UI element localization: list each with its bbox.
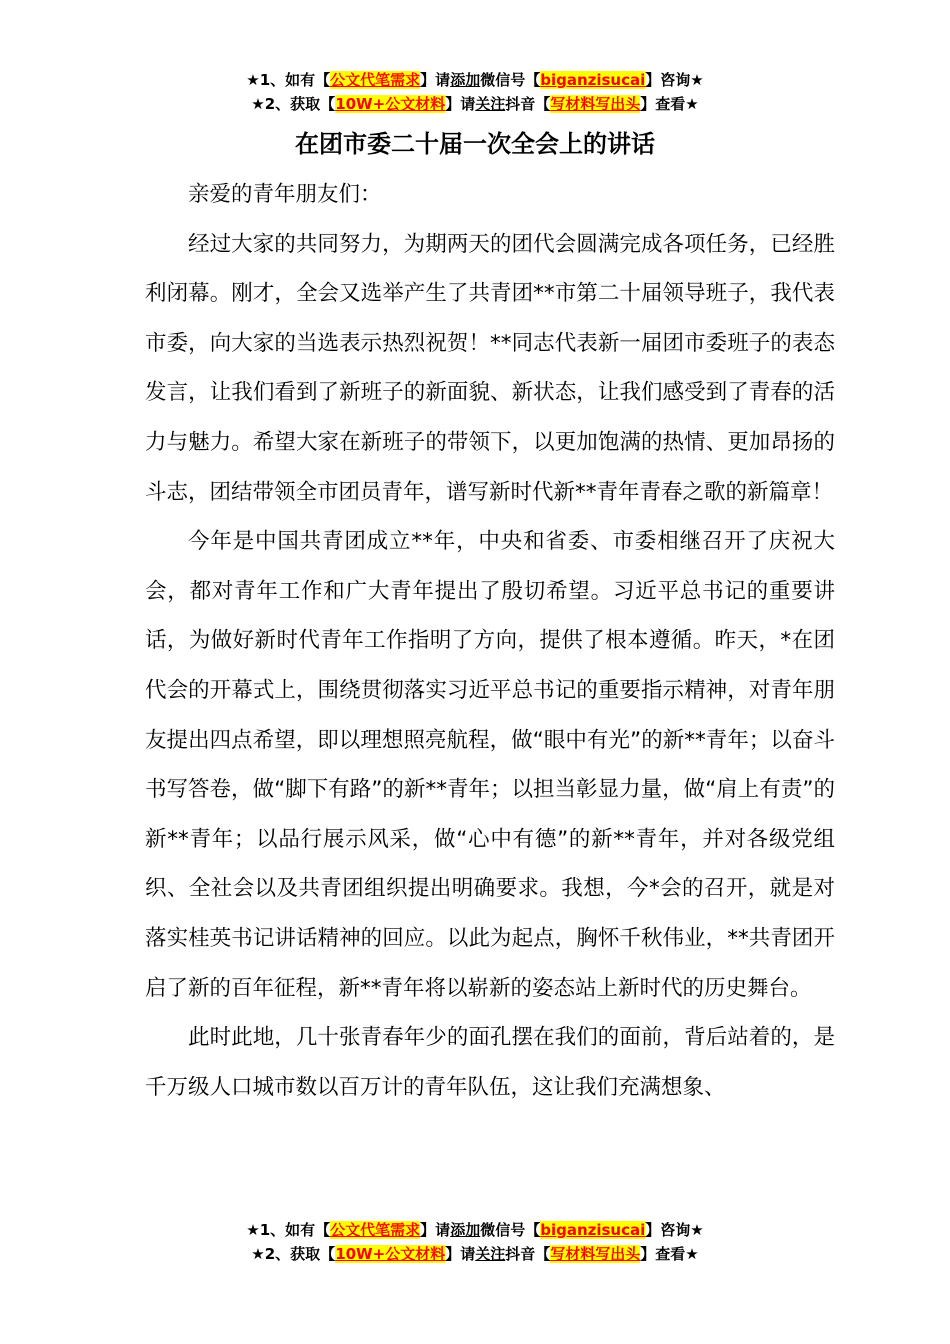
banner-highlight: 公文代笔需求 (330, 1221, 421, 1239)
salutation: 亲爱的青年朋友们： (188, 182, 382, 207)
banner-douyin-id: 写材料写出头 (550, 95, 641, 113)
paragraph-3: 此时此地，几十张青春年少的面孔摆在我们的面前，背后站着的，是千万级人口城市数以百万计的青年队伍，这让我们充满想象、 (145, 1025, 835, 1100)
banner-text: ★1、如有【 (246, 71, 331, 89)
top-banner (0, 68, 950, 116)
banner-text: 】请 (445, 95, 476, 113)
paragraph-1: 经过大家的共同努力，为期两天的团代会圆满完成各项任务，已经胜利闭幕。刚才，全会又选举产生了共青团**市第二十届领导班子，我代表市委，向大家的当选表示热烈祝贺！**同志代表新一届团市委班子的表态发言，让我们看到了新班子的新面貌、新状态，让我们感受到了青春的活力与魅力。希望大家在新班子的带领下，以更加饱满的热情、更加昂扬的斗志，团结带领全市团员青年，谱写新时代新**青年青春之歌的新篇章！ (145, 231, 835, 505)
banner-line-2 (0, 92, 950, 116)
banner-douyin-id: 写材料写出头 (550, 1245, 641, 1263)
banner-wechat-id: biganzisucai (540, 71, 646, 89)
banner-line-1 (0, 1218, 950, 1242)
banner-text: 】请 (420, 71, 451, 89)
banner-text: ★2、获取【 (251, 95, 336, 113)
banner-underline: 关注 (475, 95, 506, 113)
banner-underline: 添加 (450, 1221, 481, 1239)
banner-text: ★2、获取【 (251, 1245, 336, 1263)
bottom-banner (0, 1218, 950, 1266)
banner-wechat-id: biganzisucai (540, 1221, 646, 1239)
banner-highlight: 10W+公文材料 (335, 95, 446, 113)
banner-text: 抖音【 (505, 1245, 551, 1263)
banner-text: 】咨询★ (645, 1221, 704, 1239)
banner-underline: 添加 (450, 71, 481, 89)
banner-text: 微信号【 (480, 71, 541, 89)
document-body (145, 170, 835, 1112)
paragraph-2: 今年是中国共青团成立**年，中央和省委、市委相继召开了庆祝大会，都对青年工作和广大青年提出了殷切希望。习近平总书记的重要讲话，为做好新时代青年工作指明了方向，提供了根本遵循。昨天，*在团代会的开幕式上，围绕贯彻落实习近平总书记的重要指示精神，对青年朋友提出四点希望，即以理想照亮航程，做“眼中有光”的新**青年；以奋斗书写答卷，做“脚下有路”的新**青年；以担当彰显力量，做“肩上有责”的新**青年；以品行展示风采，做“心中有德”的新**青年，并对各级党组织、全社会以及共青团组织提出明确要求。我想，今*会的召开，就是对落实桂英书记讲话精神的回应。以此为起点，胸怀千秋伟业，**共青团开启了新的百年征程，新**青年将以崭新的姿态站上新时代的历史舞台。 (145, 529, 835, 1001)
banner-highlight: 公文代笔需求 (330, 71, 421, 89)
banner-text: 微信号【 (480, 1221, 541, 1239)
document-title: 在团市委二十届一次全会上的讲话 (295, 130, 655, 158)
banner-text: 】咨询★ (645, 71, 704, 89)
banner-text: 】请 (420, 1221, 451, 1239)
banner-text: 】查看★ (640, 1245, 699, 1263)
banner-text: 】查看★ (640, 95, 699, 113)
banner-text: 】请 (445, 1245, 476, 1263)
banner-text: 抖音【 (505, 95, 551, 113)
banner-line-2 (0, 1242, 950, 1266)
banner-underline: 关注 (475, 1245, 506, 1263)
banner-line-1 (0, 68, 950, 92)
banner-highlight: 10W+公文材料 (335, 1245, 446, 1263)
banner-text: ★1、如有【 (246, 1221, 331, 1239)
